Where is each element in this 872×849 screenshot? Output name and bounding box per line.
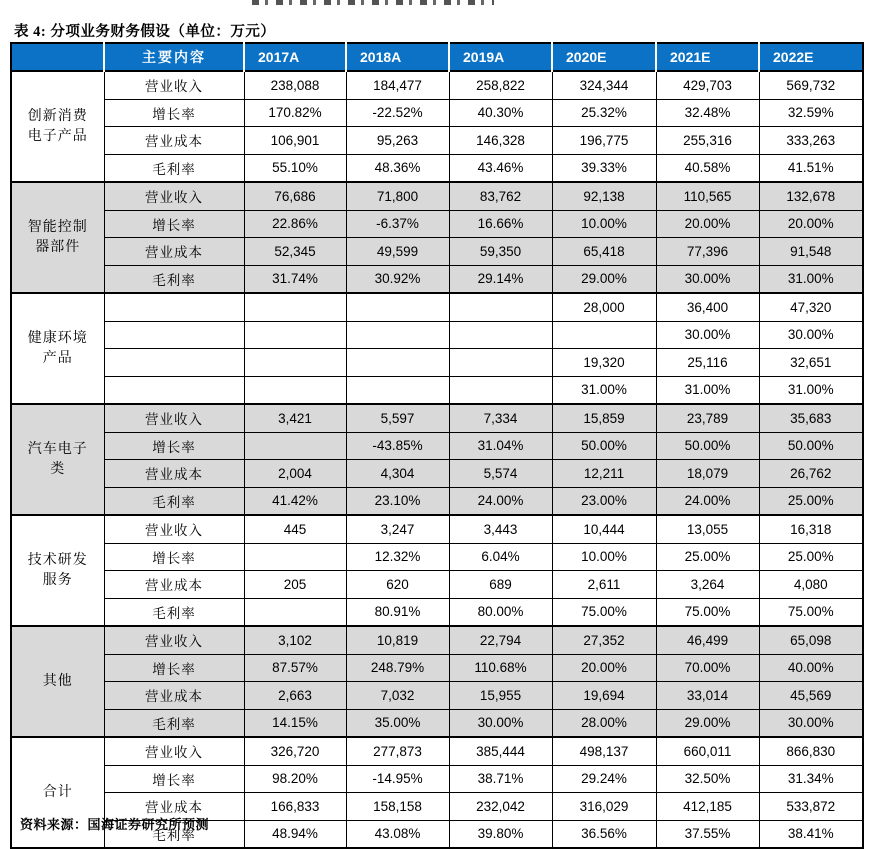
- value-cell: 30.92%: [346, 265, 449, 293]
- row-label-cell: 毛利率: [104, 598, 244, 626]
- value-cell: 50.00%: [759, 432, 863, 460]
- table-row: [11, 571, 863, 599]
- value-cell: 30.00%: [656, 321, 759, 349]
- value-cell: 31.34%: [759, 765, 863, 793]
- value-cell: 92,138: [552, 182, 656, 210]
- value-cell: 569,732: [759, 71, 863, 99]
- table-row: [11, 515, 863, 543]
- value-cell: 25.32%: [552, 99, 656, 127]
- row-label-cell: 营业成本: [104, 127, 244, 155]
- value-cell: 15,859: [552, 404, 656, 432]
- value-cell: 41.51%: [759, 154, 863, 182]
- table-row: [11, 765, 863, 793]
- value-cell: [449, 349, 552, 377]
- value-cell: 25,116: [656, 349, 759, 377]
- value-cell: 19,320: [552, 349, 656, 377]
- table-row: [11, 543, 863, 571]
- value-cell: 10.00%: [552, 210, 656, 238]
- value-cell: 76,686: [244, 182, 346, 210]
- row-label-cell: 营业收入: [104, 71, 244, 99]
- value-cell: 65,418: [552, 238, 656, 266]
- value-cell: 146,328: [449, 127, 552, 155]
- value-cell: 20.00%: [759, 210, 863, 238]
- value-cell: 106,901: [244, 127, 346, 155]
- value-cell: 31.00%: [552, 376, 656, 404]
- table-row: [11, 71, 863, 99]
- value-cell: [244, 349, 346, 377]
- value-cell: 3,421: [244, 404, 346, 432]
- row-label-cell: 增长率: [104, 543, 244, 571]
- value-cell: 46,499: [656, 626, 759, 654]
- header-cell-2017a: 2017A: [244, 43, 346, 71]
- row-label-cell: 营业收入: [104, 182, 244, 210]
- row-label-cell: 营业收入: [104, 737, 244, 765]
- value-cell: 20.00%: [656, 210, 759, 238]
- value-cell: 80.91%: [346, 598, 449, 626]
- table-row: [11, 460, 863, 488]
- value-cell: 55.10%: [244, 154, 346, 182]
- value-cell: 12,211: [552, 460, 656, 488]
- value-cell: [244, 293, 346, 321]
- value-cell: 205: [244, 571, 346, 599]
- value-cell: 32,651: [759, 349, 863, 377]
- value-cell: 2,663: [244, 682, 346, 710]
- value-cell: 132,678: [759, 182, 863, 210]
- value-cell: 2,004: [244, 460, 346, 488]
- value-cell: 70.00%: [656, 654, 759, 682]
- value-cell: 333,263: [759, 127, 863, 155]
- value-cell: 689: [449, 571, 552, 599]
- value-cell: -43.85%: [346, 432, 449, 460]
- value-cell: 533,872: [759, 793, 863, 821]
- value-cell: 33,014: [656, 682, 759, 710]
- value-cell: 98.20%: [244, 765, 346, 793]
- segment-name-cell: 智能控制器部件: [11, 182, 104, 293]
- value-cell: 35.00%: [346, 709, 449, 737]
- value-cell: 41.42%: [244, 487, 346, 515]
- value-cell: 660,011: [656, 737, 759, 765]
- value-cell: 40.00%: [759, 654, 863, 682]
- segment-name-cell: 汽车电子类: [11, 404, 104, 515]
- value-cell: 45,569: [759, 682, 863, 710]
- value-cell: 4,080: [759, 571, 863, 599]
- value-cell: 59,350: [449, 238, 552, 266]
- row-label-cell: 增长率: [104, 99, 244, 127]
- value-cell: 158,158: [346, 793, 449, 821]
- value-cell: 3,264: [656, 571, 759, 599]
- table-row: [11, 654, 863, 682]
- value-cell: [552, 321, 656, 349]
- segment-name-cell: 其他: [11, 626, 104, 737]
- value-cell: 50.00%: [552, 432, 656, 460]
- value-cell: 25.00%: [656, 543, 759, 571]
- value-cell: [244, 543, 346, 571]
- value-cell: [346, 293, 449, 321]
- value-cell: 232,042: [449, 793, 552, 821]
- value-cell: 36.56%: [552, 820, 656, 848]
- value-cell: 20.00%: [552, 654, 656, 682]
- value-cell: 31.00%: [759, 376, 863, 404]
- value-cell: 7,334: [449, 404, 552, 432]
- table-row: [11, 349, 863, 377]
- value-cell: 324,344: [552, 71, 656, 99]
- value-cell: 13,055: [656, 515, 759, 543]
- value-cell: [346, 321, 449, 349]
- row-label-cell: 毛利率: [104, 154, 244, 182]
- segment-name-cell: 健康环境产品: [11, 293, 104, 404]
- row-label-cell: [104, 321, 244, 349]
- table-row: [11, 487, 863, 515]
- value-cell: 24.00%: [449, 487, 552, 515]
- value-cell: 31.04%: [449, 432, 552, 460]
- value-cell: [346, 349, 449, 377]
- table-row: [11, 321, 863, 349]
- value-cell: 22.86%: [244, 210, 346, 238]
- value-cell: 412,185: [656, 793, 759, 821]
- header-cell-main-content: 主要内容: [104, 43, 244, 71]
- row-label-cell: 毛利率: [104, 265, 244, 293]
- value-cell: 10.00%: [552, 543, 656, 571]
- value-cell: 445: [244, 515, 346, 543]
- value-cell: 49,599: [346, 238, 449, 266]
- financial-assumptions-table: [10, 42, 864, 849]
- header-cell-2020e: 2020E: [552, 43, 656, 71]
- table-row: [11, 404, 863, 432]
- value-cell: [449, 376, 552, 404]
- value-cell: 10,444: [552, 515, 656, 543]
- value-cell: 14.15%: [244, 709, 346, 737]
- value-cell: [244, 432, 346, 460]
- value-cell: 258,822: [449, 71, 552, 99]
- value-cell: 28.00%: [552, 709, 656, 737]
- value-cell: 32.50%: [656, 765, 759, 793]
- value-cell: 30.00%: [759, 321, 863, 349]
- value-cell: [449, 321, 552, 349]
- row-label-cell: 增长率: [104, 765, 244, 793]
- value-cell: 38.71%: [449, 765, 552, 793]
- value-cell: -22.52%: [346, 99, 449, 127]
- value-cell: 65,098: [759, 626, 863, 654]
- value-cell: 29.00%: [656, 709, 759, 737]
- header-cell-2018a: 2018A: [346, 43, 449, 71]
- value-cell: 10,819: [346, 626, 449, 654]
- value-cell: 29.24%: [552, 765, 656, 793]
- table-row: [11, 709, 863, 737]
- table-row: [11, 737, 863, 765]
- value-cell: 31.00%: [759, 265, 863, 293]
- value-cell: 31.00%: [656, 376, 759, 404]
- value-cell: 40.30%: [449, 99, 552, 127]
- table-row: [11, 154, 863, 182]
- value-cell: -14.95%: [346, 765, 449, 793]
- value-cell: 5,597: [346, 404, 449, 432]
- value-cell: 38.41%: [759, 820, 863, 848]
- row-label-cell: 营业成本: [104, 571, 244, 599]
- table-row: [11, 210, 863, 238]
- value-cell: 23.10%: [346, 487, 449, 515]
- table-row: [11, 598, 863, 626]
- value-cell: 7,032: [346, 682, 449, 710]
- table-row: [11, 182, 863, 210]
- value-cell: 3,102: [244, 626, 346, 654]
- value-cell: 36,400: [656, 293, 759, 321]
- segment-name-cell: 创新消费电子产品: [11, 71, 104, 182]
- value-cell: 170.82%: [244, 99, 346, 127]
- header-cell-2022e: 2022E: [759, 43, 863, 71]
- value-cell: 248.79%: [346, 654, 449, 682]
- value-cell: 498,137: [552, 737, 656, 765]
- source-note: 资料来源：国海证券研究所预测: [20, 817, 210, 832]
- row-label-cell: 毛利率: [104, 709, 244, 737]
- value-cell: 24.00%: [656, 487, 759, 515]
- value-cell: 91,548: [759, 238, 863, 266]
- value-cell: 326,720: [244, 737, 346, 765]
- value-cell: 866,830: [759, 737, 863, 765]
- value-cell: 43.46%: [449, 154, 552, 182]
- table-row: [11, 682, 863, 710]
- value-cell: 48.36%: [346, 154, 449, 182]
- value-cell: [244, 598, 346, 626]
- table-row: [11, 238, 863, 266]
- value-cell: 48.94%: [244, 820, 346, 848]
- table-row: [11, 626, 863, 654]
- value-cell: 4,304: [346, 460, 449, 488]
- value-cell: 47,320: [759, 293, 863, 321]
- value-cell: 5,574: [449, 460, 552, 488]
- value-cell: 22,794: [449, 626, 552, 654]
- table-row: [11, 432, 863, 460]
- value-cell: 238,088: [244, 71, 346, 99]
- value-cell: 15,955: [449, 682, 552, 710]
- value-cell: 316,029: [552, 793, 656, 821]
- value-cell: 75.00%: [759, 598, 863, 626]
- row-label-cell: 增长率: [104, 432, 244, 460]
- value-cell: 52,345: [244, 238, 346, 266]
- value-cell: 18,079: [656, 460, 759, 488]
- clipped-text-fragment: [252, 0, 494, 5]
- row-label-cell: 营业成本: [104, 793, 244, 821]
- value-cell: 40.58%: [656, 154, 759, 182]
- value-cell: 27,352: [552, 626, 656, 654]
- value-cell: [449, 293, 552, 321]
- row-label-cell: 毛利率: [104, 487, 244, 515]
- header-cell-2021e: 2021E: [656, 43, 759, 71]
- value-cell: 83,762: [449, 182, 552, 210]
- value-cell: -6.37%: [346, 210, 449, 238]
- value-cell: 23,789: [656, 404, 759, 432]
- row-label-cell: [104, 349, 244, 377]
- value-cell: 25.00%: [759, 487, 863, 515]
- value-cell: 75.00%: [552, 598, 656, 626]
- value-cell: 28,000: [552, 293, 656, 321]
- table-row: [11, 376, 863, 404]
- value-cell: [244, 321, 346, 349]
- row-label-cell: [104, 376, 244, 404]
- value-cell: 87.57%: [244, 654, 346, 682]
- value-cell: 50.00%: [656, 432, 759, 460]
- value-cell: [244, 376, 346, 404]
- table-body: [11, 71, 863, 848]
- value-cell: 37.55%: [656, 820, 759, 848]
- value-cell: 29.00%: [552, 265, 656, 293]
- row-label-cell: [104, 293, 244, 321]
- value-cell: 184,477: [346, 71, 449, 99]
- value-cell: 30.00%: [759, 709, 863, 737]
- value-cell: 35,683: [759, 404, 863, 432]
- value-cell: 16,318: [759, 515, 863, 543]
- segment-name-cell: 合计: [11, 737, 104, 848]
- value-cell: 95,263: [346, 127, 449, 155]
- value-cell: 6.04%: [449, 543, 552, 571]
- value-cell: 3,247: [346, 515, 449, 543]
- value-cell: 385,444: [449, 737, 552, 765]
- value-cell: 110,565: [656, 182, 759, 210]
- row-label-cell: 营业收入: [104, 626, 244, 654]
- value-cell: 3,443: [449, 515, 552, 543]
- value-cell: 196,775: [552, 127, 656, 155]
- row-label-cell: 营业成本: [104, 460, 244, 488]
- value-cell: 39.80%: [449, 820, 552, 848]
- value-cell: 71,800: [346, 182, 449, 210]
- table-row: [11, 265, 863, 293]
- row-label-cell: 增长率: [104, 654, 244, 682]
- value-cell: 110.68%: [449, 654, 552, 682]
- value-cell: 166,833: [244, 793, 346, 821]
- value-cell: 30.00%: [656, 265, 759, 293]
- value-cell: 75.00%: [656, 598, 759, 626]
- header-cell-segment: [11, 43, 104, 71]
- value-cell: 39.33%: [552, 154, 656, 182]
- value-cell: 32.48%: [656, 99, 759, 127]
- table-header-row: [11, 43, 863, 71]
- header-cell-2019a: 2019A: [449, 43, 552, 71]
- value-cell: 43.08%: [346, 820, 449, 848]
- row-label-cell: 营业成本: [104, 238, 244, 266]
- value-cell: 277,873: [346, 737, 449, 765]
- value-cell: 32.59%: [759, 99, 863, 127]
- value-cell: 80.00%: [449, 598, 552, 626]
- row-label-cell: 营业收入: [104, 404, 244, 432]
- value-cell: 429,703: [656, 71, 759, 99]
- row-label-cell: 毛利率: [104, 820, 244, 848]
- value-cell: 29.14%: [449, 265, 552, 293]
- value-cell: [346, 376, 449, 404]
- value-cell: 31.74%: [244, 265, 346, 293]
- value-cell: 255,316: [656, 127, 759, 155]
- value-cell: 19,694: [552, 682, 656, 710]
- value-cell: 25.00%: [759, 543, 863, 571]
- table-row: [11, 293, 863, 321]
- value-cell: 12.32%: [346, 543, 449, 571]
- table-title: 表 4: 分项业务财务假设（单位：万元）: [14, 24, 276, 40]
- table-row: [11, 127, 863, 155]
- value-cell: 2,611: [552, 571, 656, 599]
- value-cell: 23.00%: [552, 487, 656, 515]
- row-label-cell: 增长率: [104, 210, 244, 238]
- value-cell: 16.66%: [449, 210, 552, 238]
- row-label-cell: 营业收入: [104, 515, 244, 543]
- value-cell: 26,762: [759, 460, 863, 488]
- segment-name-cell: 技术研发服务: [11, 515, 104, 626]
- row-label-cell: 营业成本: [104, 682, 244, 710]
- value-cell: 620: [346, 571, 449, 599]
- table-row: [11, 99, 863, 127]
- value-cell: 30.00%: [449, 709, 552, 737]
- value-cell: 77,396: [656, 238, 759, 266]
